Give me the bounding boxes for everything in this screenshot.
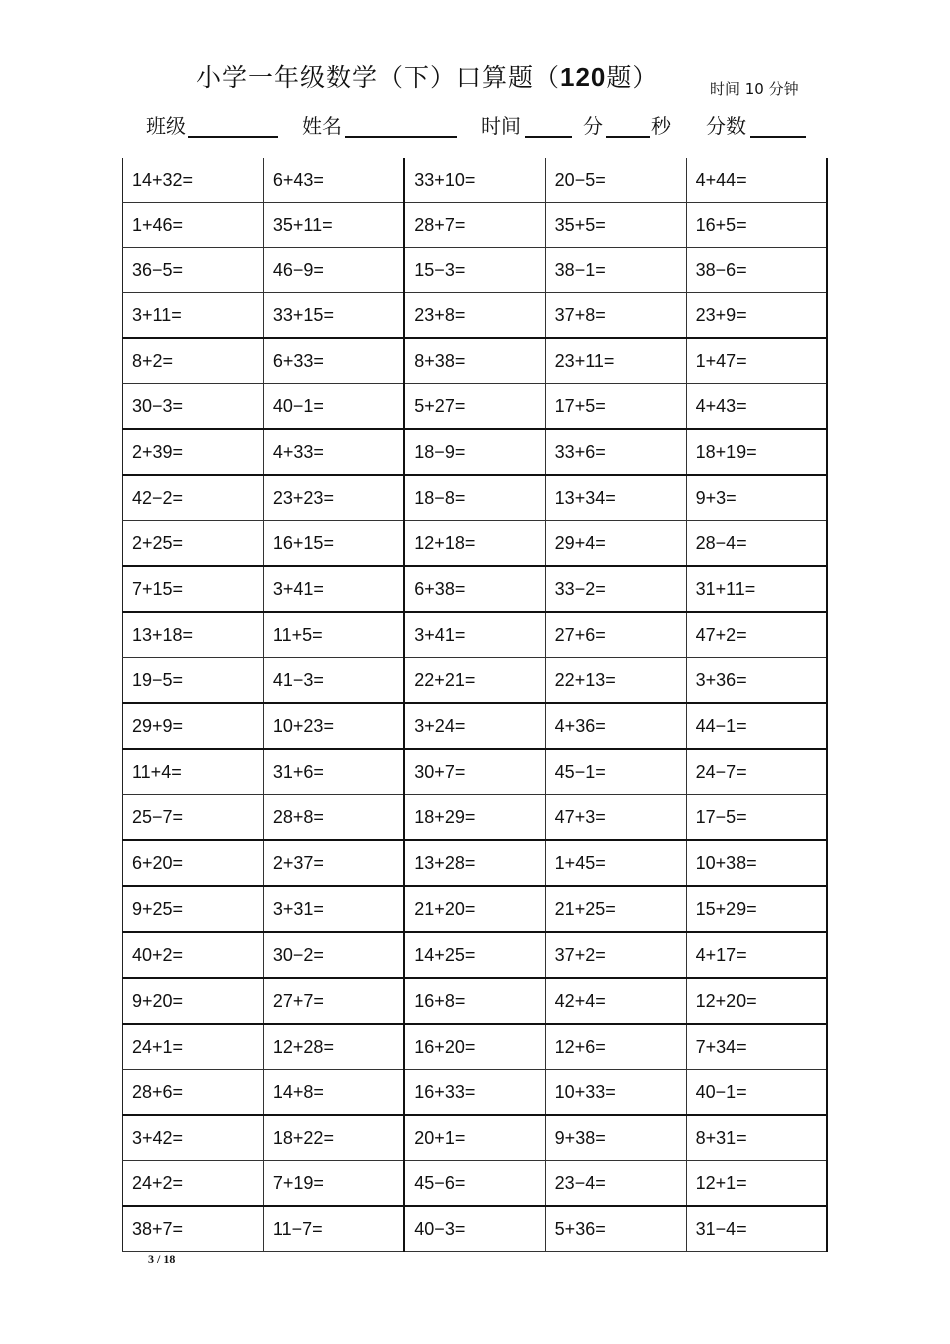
problem-cell: 33−2= [545,566,686,612]
problem-cell: 18+19= [686,429,827,475]
problem-cell: 35+5= [545,203,686,248]
problem-cell: 16+8= [404,978,545,1024]
problem-cell: 42−2= [123,475,264,521]
problem-row [123,158,828,203]
problem-cell: 15+29= [686,886,827,932]
problem-cell: 3+11= [123,293,264,339]
page-title [196,58,658,94]
problem-cell: 33+15= [263,293,404,339]
problem-cell: 28−4= [686,521,827,567]
problem-row [123,1206,828,1252]
problem-cell: 23+11= [545,338,686,384]
problem-cell: 38−6= [686,248,827,293]
problem-cell: 6+43= [263,158,404,203]
problem-cell: 7+34= [686,1024,827,1070]
problem-cell: 13+34= [545,475,686,521]
problem-cell: 2+37= [263,840,404,886]
problem-cell: 15−3= [404,248,545,293]
problem-cell: 31+6= [263,749,404,795]
problem-row [123,703,828,749]
problem-cell: 8+31= [686,1115,827,1161]
problem-cell: 40−3= [404,1206,545,1252]
problem-cell: 3+41= [404,612,545,658]
problem-cell: 4+36= [545,703,686,749]
problem-cell: 21+25= [545,886,686,932]
problem-cell: 7+15= [123,566,264,612]
problem-cell: 12+20= [686,978,827,1024]
problem-cell: 10+38= [686,840,827,886]
problem-cell: 1+47= [686,338,827,384]
time-limit-note: 时间 10 分钟 [710,80,799,98]
problem-cell: 16+33= [404,1070,545,1116]
problem-cell: 8+38= [404,338,545,384]
problem-row [123,293,828,339]
problem-cell: 20−5= [545,158,686,203]
problem-cell: 18+22= [263,1115,404,1161]
title-count: 120 [560,62,607,92]
problem-cell: 16+20= [404,1024,545,1070]
class-blank [188,136,278,138]
problem-cell: 4+44= [686,158,827,203]
problem-cell: 47+2= [686,612,827,658]
problem-cell: 4+17= [686,932,827,978]
problem-cell: 5+36= [545,1206,686,1252]
problem-cell: 30+7= [404,749,545,795]
problem-cell: 14+32= [123,158,264,203]
problem-cell: 33+10= [404,158,545,203]
problem-cell: 38−1= [545,248,686,293]
problem-cell: 28+6= [123,1070,264,1116]
problem-cell: 24−7= [686,749,827,795]
problem-cell: 14+25= [404,932,545,978]
title-suffix: 题） [606,63,659,92]
problem-cell: 4+33= [263,429,404,475]
problem-cell: 9+38= [545,1115,686,1161]
problem-cell: 18−8= [404,475,545,521]
problem-cell: 12+1= [686,1161,827,1207]
problem-cell: 22+13= [545,658,686,704]
problem-cell: 1+46= [123,203,264,248]
problem-cell: 27+7= [263,978,404,1024]
problem-cell: 10+33= [545,1070,686,1116]
problem-row [123,248,828,293]
seconds-label: 秒 [651,114,671,138]
problem-cell: 33+6= [545,429,686,475]
score-label: 分数 [706,114,746,138]
problem-cell: 9+25= [123,886,264,932]
problem-cell: 12+6= [545,1024,686,1070]
problem-row [123,1115,828,1161]
problem-row [123,795,828,841]
problem-row [123,932,828,978]
problem-cell: 42+4= [545,978,686,1024]
problem-row [123,612,828,658]
problem-cell: 37+8= [545,293,686,339]
problem-cell: 31−4= [686,1206,827,1252]
problem-cell: 27+6= [545,612,686,658]
problem-cell: 40−1= [686,1070,827,1116]
problem-cell: 37+2= [545,932,686,978]
problem-cell: 3+31= [263,886,404,932]
problem-cell: 41−3= [263,658,404,704]
problem-cell: 40−1= [263,384,404,430]
problem-cell: 11+4= [123,749,264,795]
problem-cell: 22+21= [404,658,545,704]
name-blank [345,136,457,138]
name-label: 姓名 [302,114,342,138]
problem-cell: 2+25= [123,521,264,567]
problem-cell: 12+28= [263,1024,404,1070]
time-label: 时间 [481,114,521,138]
problem-row [123,384,828,430]
problem-cell: 40+2= [123,932,264,978]
problem-cell: 36−5= [123,248,264,293]
problem-row [123,338,828,384]
problem-cell: 3+24= [404,703,545,749]
problem-row [123,978,828,1024]
problem-cell: 23+23= [263,475,404,521]
problem-cell: 18−9= [404,429,545,475]
problem-cell: 29+9= [123,703,264,749]
class-label: 班级 [146,114,186,138]
score-blank [750,136,806,138]
problem-cell: 29+4= [545,521,686,567]
problem-cell: 30−2= [263,932,404,978]
problem-cell: 9+3= [686,475,827,521]
problem-cell: 38+7= [123,1206,264,1252]
time-seconds-blank [606,136,650,138]
problem-cell: 12+18= [404,521,545,567]
problem-cell: 3+36= [686,658,827,704]
problem-cell: 18+29= [404,795,545,841]
problem-cell: 4+43= [686,384,827,430]
problem-row [123,749,828,795]
problem-cell: 17−5= [686,795,827,841]
problem-row [123,1161,828,1207]
problem-row [123,1024,828,1070]
problem-cell: 28+7= [404,203,545,248]
problem-cell: 45−6= [404,1161,545,1207]
minutes-label: 分 [583,114,603,138]
problem-cell: 24+1= [123,1024,264,1070]
problem-row [123,203,828,248]
problem-row [123,658,828,704]
problem-cell: 45−1= [545,749,686,795]
problem-grid [122,158,828,1252]
page-number: 3 / 18 [148,1252,176,1266]
problem-cell: 8+2= [123,338,264,384]
problem-row [123,840,828,886]
problem-cell: 9+20= [123,978,264,1024]
problem-cell: 1+45= [545,840,686,886]
problem-row [123,566,828,612]
problem-cell: 6+33= [263,338,404,384]
problem-cell: 16+15= [263,521,404,567]
problem-cell: 7+19= [263,1161,404,1207]
problem-cell: 3+41= [263,566,404,612]
problem-cell: 46−9= [263,248,404,293]
problem-cell: 13+18= [123,612,264,658]
time-minutes-blank [525,136,572,138]
problem-cell: 31+11= [686,566,827,612]
problem-cell: 23+8= [404,293,545,339]
problem-cell: 35+11= [263,203,404,248]
problem-cell: 21+20= [404,886,545,932]
problem-cell: 5+27= [404,384,545,430]
problem-cell: 3+42= [123,1115,264,1161]
problem-cell: 23+9= [686,293,827,339]
problem-cell: 14+8= [263,1070,404,1116]
problem-cell: 30−3= [123,384,264,430]
problem-row [123,521,828,567]
problem-cell: 11+5= [263,612,404,658]
problem-cell: 24+2= [123,1161,264,1207]
problem-grid-body [123,158,828,1252]
problem-row [123,886,828,932]
problem-cell: 47+3= [545,795,686,841]
problem-cell: 23−4= [545,1161,686,1207]
problem-row [123,429,828,475]
problem-cell: 17+5= [545,384,686,430]
problem-cell: 44−1= [686,703,827,749]
problem-cell: 13+28= [404,840,545,886]
problem-cell: 11−7= [263,1206,404,1252]
problem-cell: 16+5= [686,203,827,248]
problem-cell: 19−5= [123,658,264,704]
problem-row [123,1070,828,1116]
problem-cell: 6+38= [404,566,545,612]
problem-cell: 6+20= [123,840,264,886]
problem-cell: 25−7= [123,795,264,841]
title-prefix: 小学一年级数学（下）口算题（ [196,63,561,92]
problem-cell: 2+39= [123,429,264,475]
problem-row [123,475,828,521]
problem-cell: 28+8= [263,795,404,841]
problem-cell: 10+23= [263,703,404,749]
problem-cell: 20+1= [404,1115,545,1161]
